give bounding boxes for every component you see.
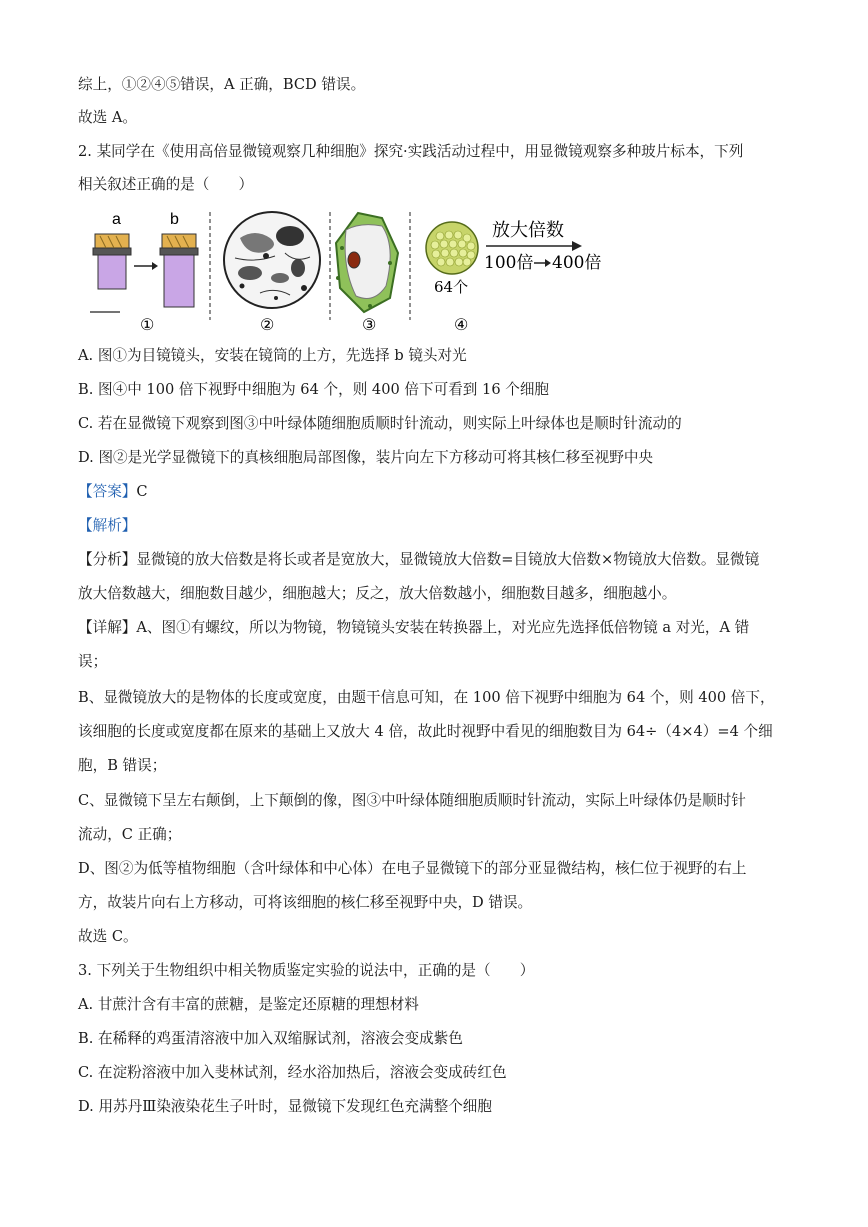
answer-line [78,482,808,502]
text-line: 故选 A。 [78,109,137,126]
answer-value: C [136,483,148,500]
mag-from-label: 100倍 [484,253,534,273]
answer-tag: 【答案】 [78,483,137,500]
q3-option-d: D. 用苏丹Ⅲ染液染花生子叶时，显微镜下发现红色充满整个细胞 [78,1098,492,1115]
text-line: 误； [78,653,108,670]
text-line: 放大倍数越大，细胞数目越少，细胞越大；反之，放大倍数越小，细胞数目越多，细胞越小。 [78,585,677,602]
lens-a [93,234,131,289]
fenxi-text: 显微镜的放大倍数是将长或者是宽放大，显微镜放大倍数=目镜放大倍数×物镜放大倍数。显微镜 [136,551,760,568]
magnification-title: 放大倍数 [492,220,564,241]
lens-a-label: a [112,211,121,228]
text-line: C、显微镜下呈左右颠倒，上下颠倒的像，图③中叶绿体随细胞质顺时针流动，实际上叶绿体仍是顺时针 [78,792,746,809]
figure-drawing [90,208,610,340]
fenxi-tag: 【分析】 [78,551,137,568]
arrow-right-icon [486,241,582,251]
text-line: 该细胞的长度或宽度都在原来的基础上又放大 4 倍，故此时视野中看见的细胞数目为 64÷（4×4）=4 个细 [78,723,773,740]
text-line: 胞，B 错误； [78,757,167,774]
arrow-icon [134,262,158,270]
xiangjie-tag: 【详解】 [78,619,137,636]
analysis-line [78,550,808,570]
panel-label-3: ③ [362,315,377,334]
option-d: D. 图②是光学显微镜下的真核细胞局部图像，装片向左下方移动可将其核仁移至视野中央 [78,449,654,466]
mag-to-label: 400倍 [552,253,602,273]
electron-micrograph [224,212,320,308]
analysis-heading: 【解析】 [78,517,137,534]
option-b: B. 图④中 100 倍下视野中细胞为 64 个，则 400 倍下可看到 16 个细胞 [78,381,550,398]
text-line: D、图②为低等植物细胞（含叶绿体和中心体）在电子显微镜下的部分亚显微结构，核仁位于视野的右上 [78,860,747,877]
q3-option-c: C. 在淀粉溶液中加入斐林试剂，经水浴加热后，溶液会变成砖红色 [78,1064,507,1081]
lens-b [160,234,198,307]
panel-label-2: ② [260,315,275,334]
cell-field [426,222,478,274]
arrow-icon [534,259,551,267]
panel-label-4: ④ [454,315,469,334]
q3-option-b: B. 在稀释的鸡蛋清溶液中加入双缩脲试剂，溶液会变成紫色 [78,1030,463,1047]
text-line: B、显微镜放大的是物体的长度或宽度，由题干信息可知，在 100 倍下视野中细胞为 64 个，则 400 倍下， [78,689,775,706]
option-c: C. 若在显微镜下观察到图③中叶绿体随细胞质顺时针流动，则实际上叶绿体也是顺时针流动的 [78,415,682,432]
detail-line [78,618,808,638]
text-line: 流动，C 正确； [78,826,182,843]
text-line: 综上，①②④⑤错误，A 正确，BCD 错误。 [78,76,366,93]
xiangjie-text: A、图①有螺纹，所以为物镜，物镜镜头安装在转换器上，对光应先选择低倍物镜 a 对光，A 错 [136,619,750,636]
option-a: A. 图①为目镜镜头，安装在镜筒的上方，先选择 b 镜头对光 [78,347,467,364]
cell-count-label: 64个 [434,278,469,296]
question-2-stem-cont: 相关叙述正确的是（ ） [78,176,254,193]
question-3-stem: 3. 下列关于生物组织中相关物质鉴定实验的说法中，正确的是（ ） [78,962,535,979]
q3-option-a: A. 甘蔗汁含有丰富的蔗糖，是鉴定还原糖的理想材料 [78,996,419,1013]
text-line: 故选 C。 [78,928,138,945]
plant-cell [336,213,398,312]
text-line: 方，故装片向右上方移动，可将该细胞的核仁移至视野中央，D 错误。 [78,894,533,911]
question-2-stem: 2. 某同学在《使用高倍显微镜观察几种细胞》探究·实践活动过程中，用显微镜观察多种玻片标本，下列 [78,143,744,160]
lens-b-label: b [170,211,179,228]
microscope-figure [90,208,610,340]
panel-label-1: ① [140,315,155,334]
